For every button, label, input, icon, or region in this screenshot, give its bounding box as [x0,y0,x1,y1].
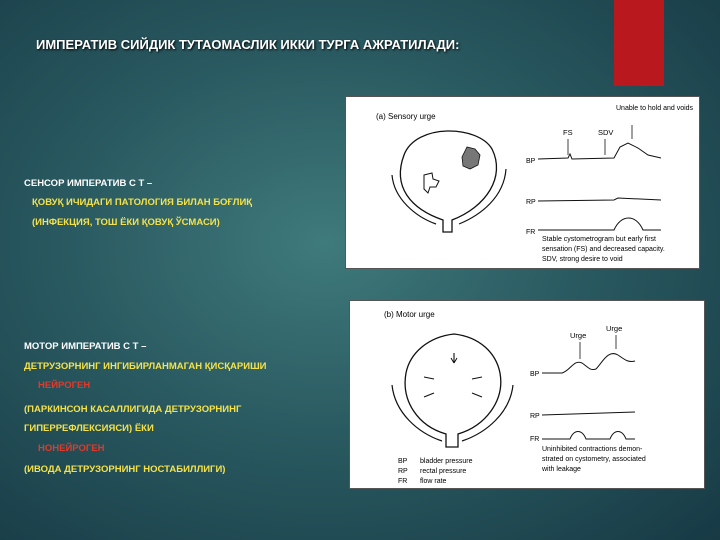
bladder-wall [392,385,442,441]
fig-b-caption-3: with leakage [542,466,581,473]
bladder-outline [400,131,496,232]
contraction-arrows [424,353,482,397]
rp-trace [538,198,661,201]
sensory-heading: СЕНСОР ИМПЕРАТИВ С Т – [24,178,153,189]
bladder-stone [424,173,439,193]
sensory-line-1: ҚОВУҚ ИЧИДАГИ ПАТОЛОГИЯ БИЛАН БОҒЛИҚ [32,197,253,208]
fig-b-caption-2: strated on cystometry, associated [542,456,646,463]
motor-line-3: ГИПЕРРЕФЛЕКСИЯСИ) ЁКИ [24,423,154,434]
motor-line-2: (ПАРКИНСОН КАСАЛЛИГИДА ДЕТРУЗОРНИНГ [24,404,242,415]
fig-b-urge-2: Urge [606,324,623,333]
fig-a-bp: BP [526,158,536,165]
legend-abbr: FR [398,478,408,485]
bladder-wall-right [462,385,513,441]
fig-a-caption-3: SDV, strong desire to void [542,256,623,263]
fig-b-rp: RP [530,413,540,420]
fig-b-label: (b) Motor urge [384,310,435,319]
legend-text: bladder pressure [420,458,473,465]
fig-a-rp: RP [526,199,536,206]
legend-text: flow rate [420,478,447,485]
fig-a-note: Unable to hold and voids [616,105,694,112]
fr-trace [538,218,661,230]
fig-a-fs: FS [563,128,573,137]
fig-a-label: (a) Sensory urge [376,112,436,121]
motor-line-1: ДЕТРУЗОРНИНГ ИНГИБИРЛАНМАГАН ҚИСҚАРИШИ [24,361,267,372]
motor-tag-nonneurogenic: НОНЕЙРОГЕН [38,443,105,454]
sensory-line-2: (ИНФЕКЦИЯ, ТОШ ЁКИ ҚОВУҚ ЎСМАСИ) [32,217,220,228]
red-accent-bar [614,0,664,86]
legend-text: rectal pressure [420,468,467,475]
slide-title: ИМПЕРАТИВ СИЙДИК ТУТАОМАСЛИК ИККИ ТУРГА АЖРАТИЛАДИ: [36,37,460,52]
bladder-wall-right [459,169,506,224]
rp-trace [542,412,635,415]
fr-trace [542,432,635,440]
figure-sensory-urge [345,96,700,269]
fig-a-caption-2: sensation (FS) and decreased capacity. [542,246,665,253]
bladder-tumor [462,147,480,169]
figure-motor-urge [349,300,705,489]
fig-b-caption-1: Uninhibited contractions demon- [542,446,643,453]
motor-tag-neurogenic: НЕЙРОГЕН [38,380,91,391]
fig-b-urge-1: Urge [570,331,587,340]
bp-trace [538,143,661,159]
legend-abbr: BP [398,458,408,465]
fig-a-fr: FR [526,229,536,236]
fig-b-bp: BP [530,371,540,378]
legend-abbr: RP [398,468,408,475]
fig-b-fr: FR [530,436,540,443]
fig-a-caption-1: Stable cystometrogram but early first [542,236,656,243]
fig-a-sdv: SDV [598,128,614,137]
motor-heading: МОТОР ИМПЕРАТИВ С Т – [24,341,147,352]
bp-trace [542,354,635,373]
motor-line-4: (ИВОДА ДЕТРУЗОРНИНГ НОСТАБИЛЛИГИ) [24,464,226,475]
